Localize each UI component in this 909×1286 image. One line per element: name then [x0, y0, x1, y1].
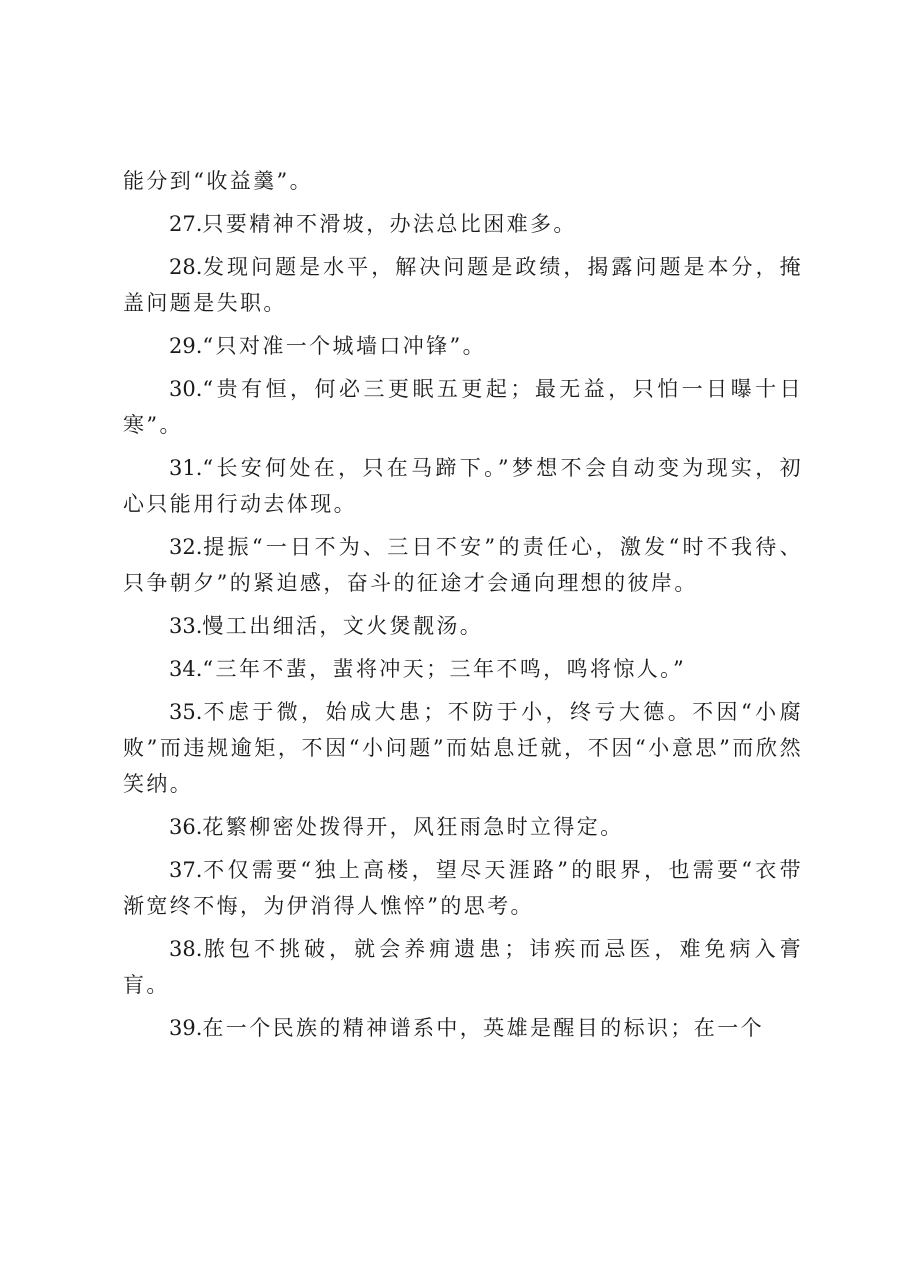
item-text: “三年不蜚，蜚将冲天；三年不鸣，鸣将惊人。”: [202, 657, 687, 681]
list-item-38: [123, 931, 803, 1003]
item-number: 32.: [169, 535, 203, 559]
paragraph-continuation: [123, 163, 803, 199]
list-item-27: [123, 206, 803, 242]
list-item-32: [123, 529, 803, 601]
item-text: 脓包不挑破，就会养痈遗患；讳疾而忌医，难免病入膏肓。: [123, 937, 803, 997]
item-text: 在一个民族的精神谱系中，英雄是醒目的标识；在一个: [202, 1016, 765, 1040]
item-text: 不虑于微，始成大患；不防于小，终亏大德。不因“小腐败”而违规逾矩，不因“小问题”而姑息迁就，不因“小意思”而欣然笑纳。: [123, 700, 803, 796]
item-number: 36.: [169, 815, 203, 839]
item-number: 35.: [169, 700, 203, 724]
list-item-28: [123, 249, 803, 321]
item-text: 只要精神不滑坡，办法总比困难多。: [202, 212, 577, 236]
list-item-35: [123, 694, 803, 802]
item-text: 发现问题是水平，解决问题是政绩，揭露问题是本分，掩盖问题是失职。: [123, 255, 803, 315]
item-number: 27.: [169, 212, 203, 236]
item-number: 38.: [169, 937, 203, 961]
item-number: 30.: [169, 377, 203, 401]
item-number: 39.: [169, 1016, 203, 1040]
list-item-37: [123, 852, 803, 924]
item-number: 37.: [169, 858, 203, 882]
list-item-36: [123, 809, 803, 845]
item-number: 34.: [169, 657, 203, 681]
item-text: 花繁柳密处拨得开，风狂雨急时立得定。: [202, 815, 624, 839]
item-number: 28.: [169, 255, 203, 279]
item-text: “只对准一个城墙口冲锋”。: [202, 334, 487, 358]
item-text: 不仅需要“独上高楼，望尽天涯路”的眼界，也需要“衣带渐宽终不悔，为伊消得人憔悴”的思考。: [123, 858, 803, 918]
list-item-34: [123, 651, 803, 687]
item-number: 33.: [169, 614, 203, 638]
list-item-33: [123, 608, 803, 644]
list-item-39: [123, 1010, 803, 1046]
list-item-29: [123, 328, 803, 364]
item-text: 慢工出细活，文火煲靓汤。: [202, 614, 484, 638]
list-item-31: [123, 450, 803, 522]
document-body: [123, 163, 803, 1053]
item-number: 31.: [169, 456, 203, 480]
item-text: “长安何处在，只在马蹄下。”梦想不会自动变为现实，初心只能用行动去体现。: [123, 456, 803, 516]
item-number: 29.: [169, 334, 203, 358]
item-text: 提振“一日不为、三日不安”的责任心，激发“时不我待、只争朝夕”的紧迫感，奋斗的征途才会通向理想的彼岸。: [123, 535, 803, 595]
paragraph-text: 能分到“收益羹”。: [123, 169, 314, 193]
list-item-30: [123, 371, 803, 443]
item-text: “贵有恒，何必三更眠五更起；最无益，只怕一日曝十日寒”。: [123, 377, 803, 437]
